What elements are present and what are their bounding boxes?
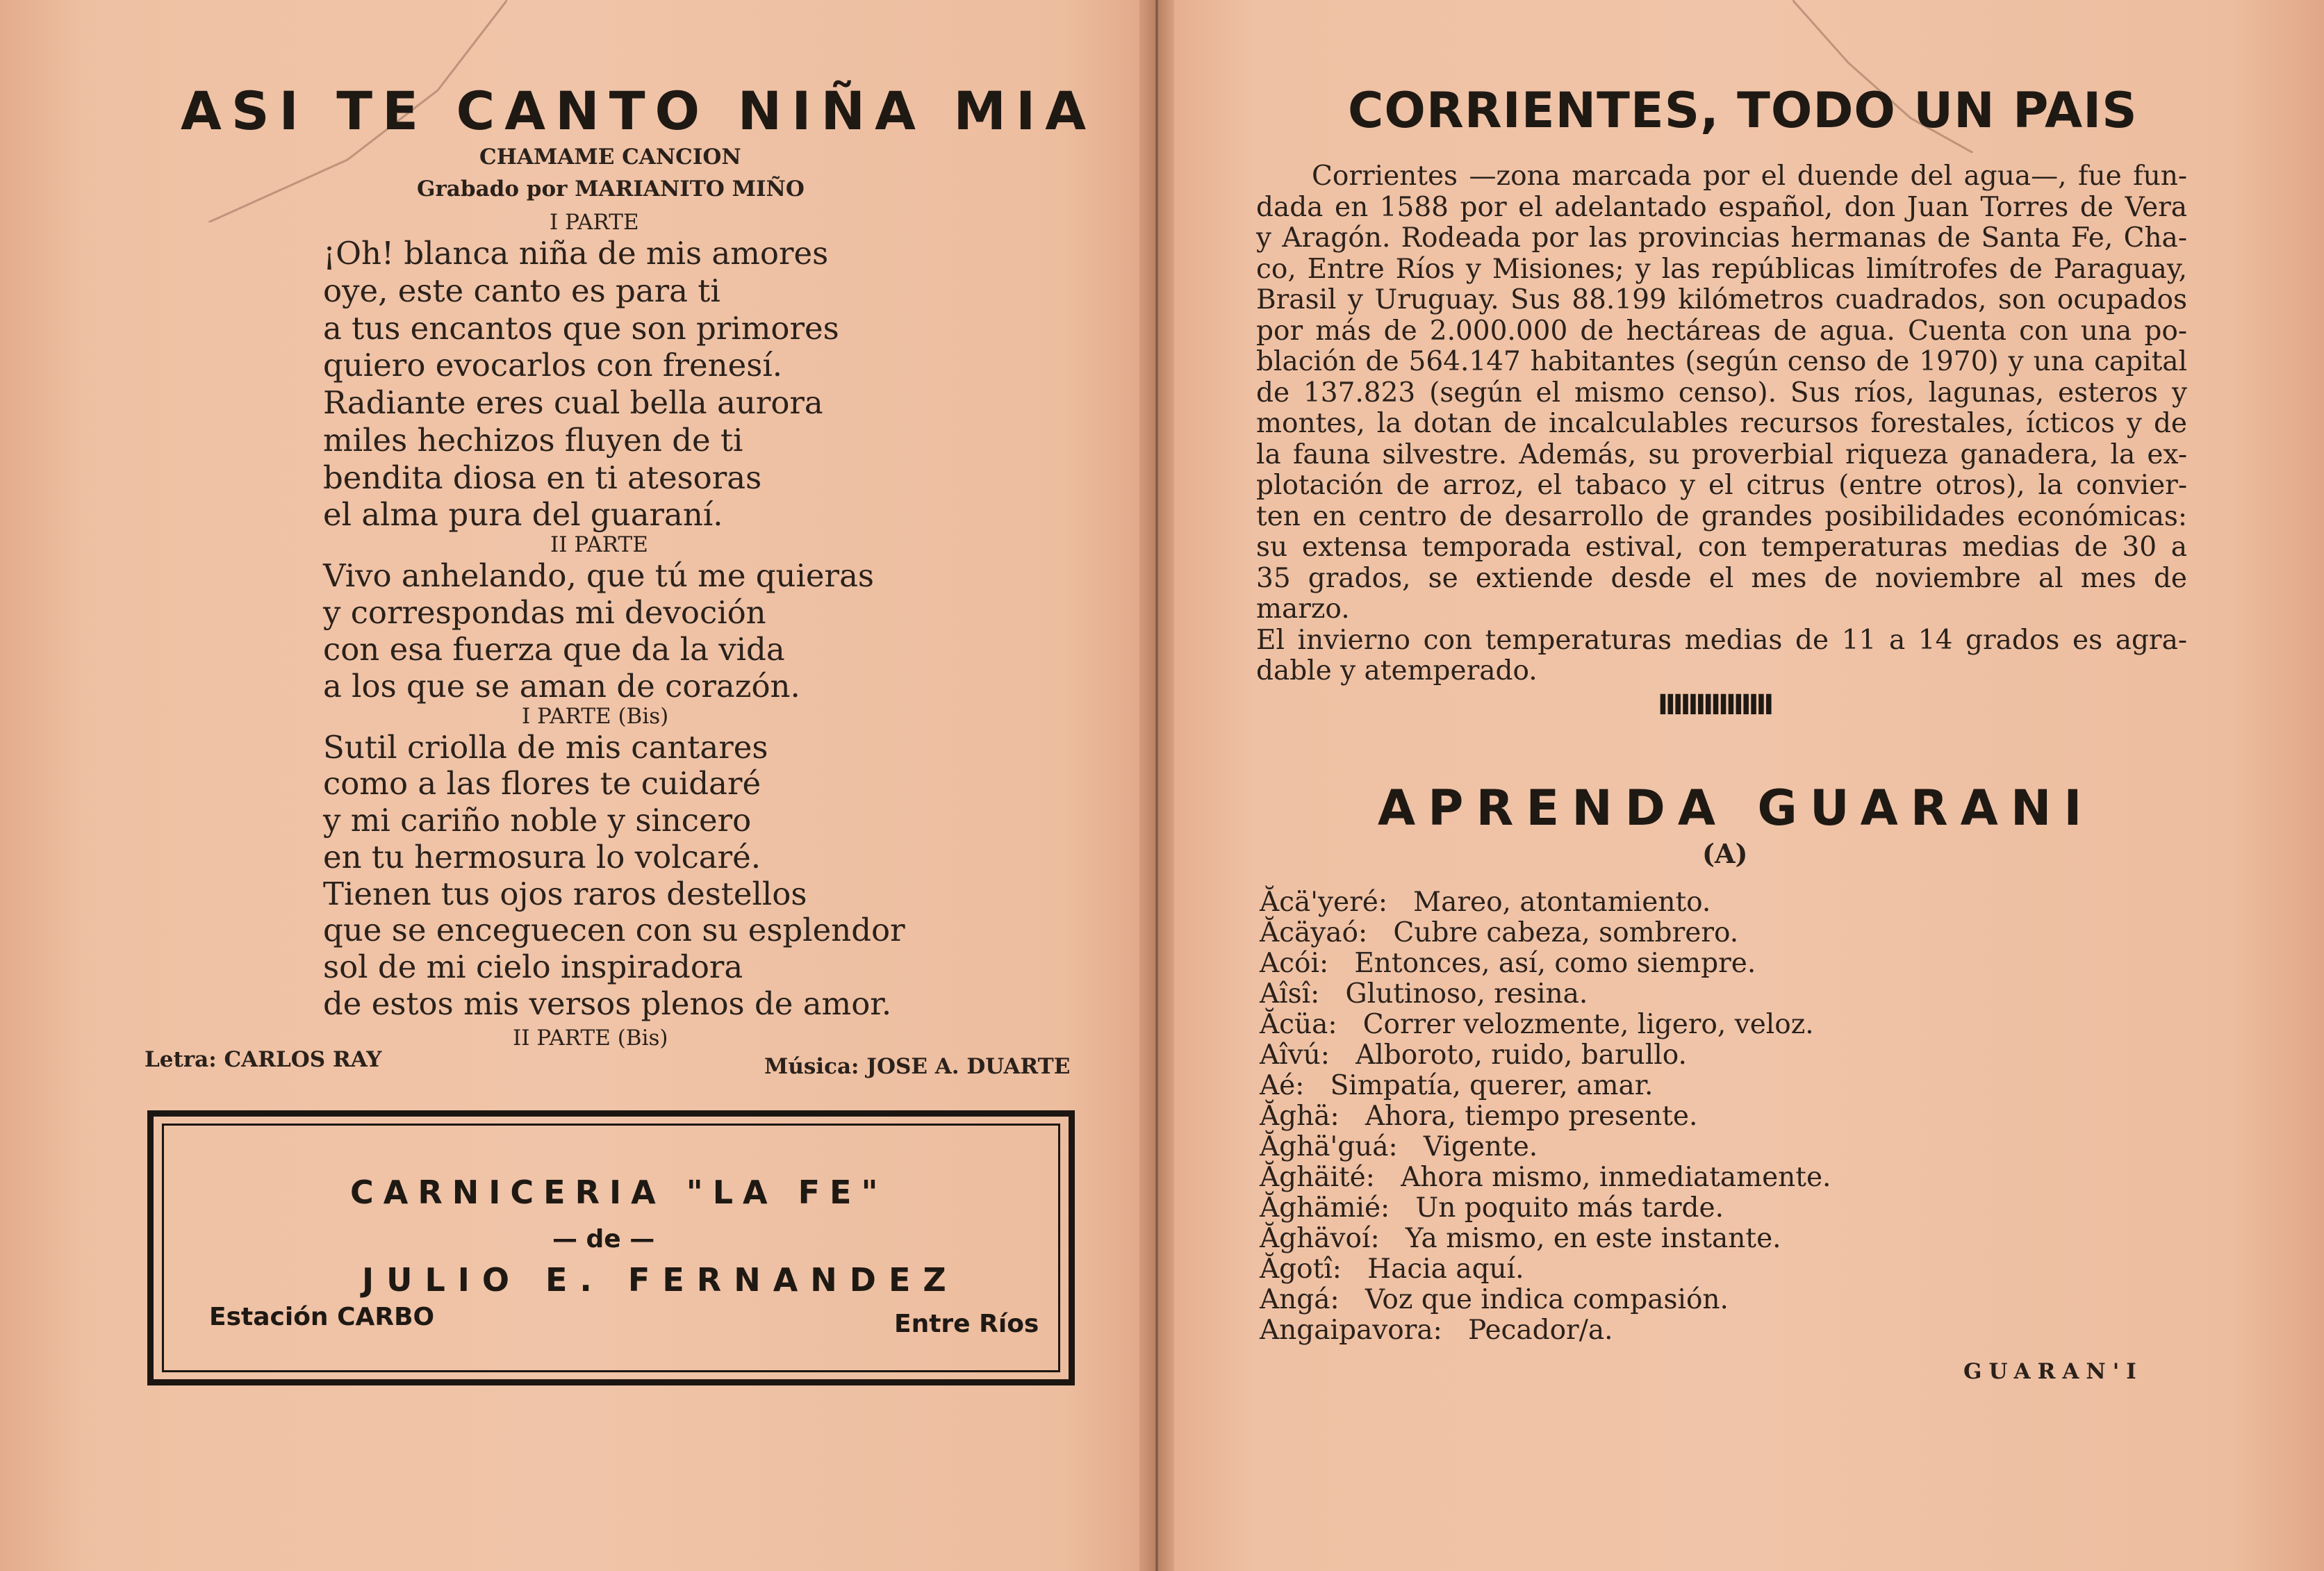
glossary-meaning: Entonces, así, como siempre.: [1354, 948, 1756, 979]
paragraph-line: dada en 1588 por el adelantado español, don Juan Torres de Vera: [1256, 191, 2187, 223]
verse-line: miles hechizos fluyen de ti: [323, 422, 743, 459]
section-separator: IIIIIIIIIIIIIII: [1658, 689, 1772, 721]
verse-line: oye, este canto es para ti: [323, 272, 720, 309]
glossary-entry: [1260, 1010, 1814, 1040]
glossary-entry: [1260, 1071, 1653, 1101]
glossary-meaning: Ahora, tiempo presente.: [1365, 1101, 1698, 1132]
glossary-term: Ăghä:: [1260, 1101, 1340, 1132]
verse-line: el alma pura del guaraní.: [323, 496, 723, 533]
glossary-entry: [1260, 1040, 1687, 1071]
verse-line: de estos mis versos plenos de amor.: [323, 985, 892, 1022]
paragraph-line: y Aragón. Rodeada por las provincias hermanas de Santa Fe, Cha-: [1256, 222, 2187, 254]
glossary-entry: [1260, 1315, 1613, 1346]
glossary-term: Ăgotî:: [1260, 1253, 1342, 1285]
glossary-term: Aîsî:: [1260, 978, 1320, 1010]
ad-business-name: CARNICERIA "LA FE": [350, 1174, 888, 1211]
glossary-entry: [1260, 887, 1711, 918]
verse-line: quiero evocarlos con frenesí.: [323, 347, 783, 384]
paragraph-line: plotación de arroz, el tabaco y el citrus (entre otros), la convier-: [1256, 470, 2187, 501]
verse-line: a los que se aman de corazón.: [323, 668, 800, 705]
ad-province: Entre Ríos: [894, 1310, 1039, 1338]
glossary-term: Ăghä'guá:: [1260, 1131, 1398, 1162]
glossary-term: Aîvú:: [1260, 1039, 1330, 1071]
stanza-label: I PARTE: [550, 210, 639, 235]
paragraph-line: su extensa temporada estival, con temperaturas medias de 30 a: [1256, 532, 2187, 563]
glossary-title: APRENDA GUARANI: [1378, 780, 2095, 837]
glossary-meaning: Simpatía, querer, amar.: [1330, 1070, 1654, 1101]
paragraph-line: montes, la dotan de incalculables recursos forestales, ícticos y de: [1256, 408, 2187, 439]
lyrics-credit: Letra: CARLOS RAY: [145, 1047, 382, 1072]
glossary-term: Ăcüa:: [1260, 1009, 1337, 1040]
glossary-entry: [1260, 1132, 1538, 1162]
glossary-meaning: Voz que indica compasión.: [1365, 1284, 1729, 1315]
glossary-meaning: Alboroto, ruido, barullo.: [1355, 1039, 1687, 1071]
verse-line: y mi cariño noble y sincero: [323, 802, 752, 839]
glossary-term: Ăcäyaó:: [1260, 917, 1368, 948]
ad-location: Estación CARBO: [209, 1303, 435, 1331]
glossary-meaning: Cubre cabeza, sombrero.: [1393, 917, 1739, 948]
glossary-term: Ăghävoí:: [1260, 1223, 1380, 1254]
book-gutter: [1139, 0, 1174, 1571]
paragraph-line: dable y atemperado.: [1256, 655, 1538, 686]
ad-connector: — de —: [552, 1225, 655, 1253]
article-paragraph: [1256, 161, 2187, 687]
verse-line: Radiante eres cual bella aurora: [323, 384, 823, 421]
verse-line: Tienen tus ojos raros destellos: [323, 875, 807, 912]
glossary-entry: [1260, 918, 1738, 948]
glossary-meaning: Correr velozmente, ligero, veloz.: [1362, 1009, 1814, 1040]
paragraph-line: Corrientes —zona marcada por el duende del agua—, fue fun-: [1312, 161, 2187, 192]
verse-line: con esa fuerza que da la vida: [323, 631, 785, 668]
stanza-label: I PARTE (Bis): [522, 704, 669, 729]
paragraph-line: co, Entre Ríos y Misiones; y las repúblicas limítrofes de Paraguay,: [1256, 253, 2187, 285]
paragraph-line: ten en centro de desarrollo de grandes posibilidades económicas:: [1256, 500, 2187, 532]
glossary-entry: [1260, 1193, 1724, 1224]
glossary-term: Acói:: [1260, 948, 1329, 979]
glossary-term: Ăghäité:: [1260, 1162, 1375, 1193]
verse-line: Vivo anhelando, que tú me quieras: [323, 557, 874, 594]
glossary-meaning: Pecador/a.: [1467, 1315, 1613, 1346]
paragraph-line: la fauna silvestre. Además, su proverbial riqueza ganadera, la ex-: [1256, 438, 2187, 470]
glossary-meaning: Hacia aquí.: [1367, 1253, 1524, 1285]
verse-line: ¡Oh! blanca niña de mis amores: [323, 235, 829, 272]
glossary-entry: [1260, 1162, 1831, 1193]
glossary-meaning: Un poquito más tarde.: [1415, 1192, 1724, 1224]
glossary-meaning: Mareo, atontamiento.: [1413, 887, 1711, 918]
glossary-term: Ăghämié:: [1260, 1192, 1390, 1224]
glossary-entry: [1260, 1101, 1697, 1132]
paragraph-line: de 137.823 (según el mismo censo). Sus ríos, lagunas, esteros y: [1256, 377, 2187, 409]
advertisement-box: [147, 1110, 1075, 1385]
paragraph-line: 35 grados, se extiende desde el mes de noviembre al mes de marzo.: [1256, 562, 2187, 625]
paragraph-line: por más de 2.000.000 de hectáreas de agua. Cuenta con una po-: [1256, 315, 2187, 347]
glossary-entry: [1260, 979, 1588, 1010]
song-genre: CHAMAME CANCION: [479, 145, 741, 170]
recorded-by: Grabado por MARIANITO MIÑO: [417, 176, 805, 201]
glossary-term: Angá:: [1260, 1284, 1340, 1315]
glossary-entry: [1260, 1285, 1729, 1315]
paragraph-line: blación de 564.147 habitantes (según censo de 1970) y una capital: [1256, 346, 2187, 377]
glossary-meaning: Ahora mismo, inmediatamente.: [1401, 1162, 1831, 1193]
stanza-label: II PARTE (Bis): [513, 1026, 668, 1051]
verse-line: en tu hermosura lo volcaré.: [323, 839, 761, 875]
glossary-term: Aé:: [1260, 1070, 1305, 1101]
glossary-term: Angaipavora:: [1260, 1315, 1442, 1346]
verse-line: como a las flores te cuidaré: [323, 765, 761, 802]
ad-owner-name: JULIO E. FERNANDEZ: [362, 1261, 959, 1299]
glossary-entry: [1260, 1254, 1524, 1285]
verse-line: bendita diosa en ti atesoras: [323, 459, 762, 496]
verse-line: y correspondas mi devoción: [323, 594, 766, 631]
verse-line: a tus encantos que son primores: [323, 310, 839, 347]
stanza-label: II PARTE: [550, 532, 648, 557]
music-credit: Música: JOSE A. DUARTE: [764, 1054, 1071, 1079]
glossary-entry: [1260, 948, 1756, 979]
glossary-meaning: Vigente.: [1423, 1131, 1538, 1162]
glossary-meaning: Ya mismo, en este instante.: [1405, 1223, 1781, 1254]
glossary-meaning: Glutinoso, resina.: [1345, 978, 1588, 1010]
glossary-term: Ăcä'yeré:: [1260, 887, 1387, 918]
glossary-letter: (A): [1702, 838, 1748, 869]
verse-line: sol de mi cielo inspiradora: [323, 948, 743, 985]
article-title: CORRIENTES, TODO UN PAIS: [1348, 82, 2138, 139]
verse-line: Sutil criolla de mis cantares: [323, 729, 768, 766]
verse-line: que se enceguecen con su esplendor: [323, 912, 905, 948]
glossary-entry: [1260, 1224, 1781, 1254]
paragraph-line: El invierno con temperaturas medias de 11 a 14 grados es agra-: [1256, 624, 2187, 656]
song-title: ASI TE CANTO NIÑA MIA: [181, 80, 1096, 142]
paragraph-line: Brasil y Uruguay. Sus 88.199 kilómetros cuadrados, son ocupados: [1256, 284, 2187, 315]
page-footer: GUARAN'I: [1963, 1359, 2143, 1384]
